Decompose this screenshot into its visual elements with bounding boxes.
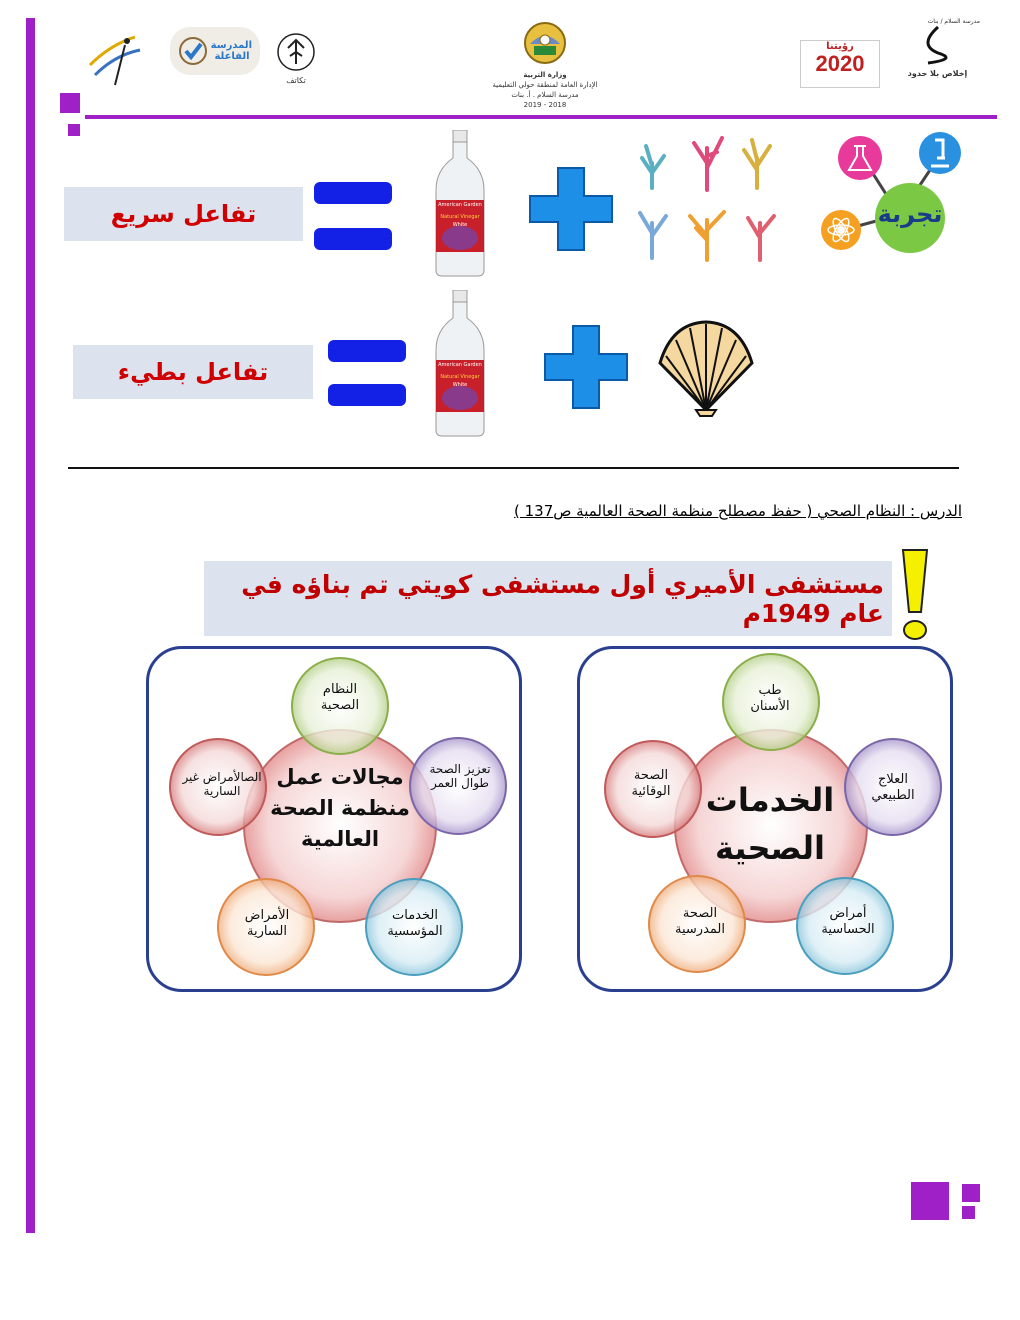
ministry-name: وزارة التربية (523, 71, 567, 79)
corner-square-large (60, 93, 80, 113)
who-bottom-right-label: الخدمات المؤسسية (387, 908, 443, 939)
who-right-label: تعزيز الصحة طوال العمر (429, 762, 491, 790)
experiment-word: تجربة (877, 200, 943, 228)
vinegar-bottle-1 (432, 130, 488, 278)
vinegar-brand-2: American Garden (438, 362, 482, 368)
directorate-name: الإدارة العامة لمنطقة حولي التعليمية (492, 81, 598, 89)
slow-reaction-box (73, 345, 313, 399)
lesson-title: الدرس : النظام الصحي ( حفظ مصطلح منظمة الصحة العالمية ص137 ) (513, 502, 962, 520)
left-frame-bar (26, 18, 35, 1233)
kuwait-emblem (522, 20, 568, 66)
who-left-label: الصالأمراض غير السارية (182, 770, 262, 798)
fast-reaction-box (64, 187, 303, 241)
school-name: مدرسة السلام . أ. بنات (511, 91, 579, 99)
plus-icon-1 (528, 166, 614, 252)
swoosh-logo (85, 25, 150, 90)
who-center-label: مجالات عمل منظمة الصحة العالمية (270, 765, 410, 851)
checkmark-icon (178, 36, 208, 66)
services-top-label: طب الأسنان (750, 683, 790, 714)
vinegar-name-1: Natural Vinegar (440, 214, 480, 220)
vision-2020-logo: رؤيتنا 2020 (800, 40, 880, 88)
vision-year: 2020 (815, 51, 865, 76)
fact-box (204, 561, 892, 636)
experiment-icon (815, 130, 965, 260)
vinegar-type-2: White (452, 382, 468, 388)
services-bottom-left-label: الصحة المدرسية (675, 906, 725, 937)
vinegar-type-1: White (452, 222, 468, 228)
slow-reaction-label: تفاعل بطيء (117, 358, 269, 386)
header-divider-bar (85, 115, 997, 119)
exclamation-icon (897, 546, 933, 642)
vinegar-name-2: Natural Vinegar (440, 374, 480, 380)
equals-icon-2-bottom (328, 384, 406, 406)
vinegar-bottle-2 (432, 290, 488, 438)
services-left-label: الصحة الوقائية (631, 768, 671, 799)
seashell-image (652, 318, 760, 418)
equals-icon-1-bottom (314, 228, 392, 250)
takaf-logo: تكاتف (275, 32, 317, 87)
footer-square-small-2 (962, 1206, 975, 1219)
who-top-label: النظام الصحية (320, 682, 360, 713)
who-bottom-left-label: الأمراض السارية (244, 908, 290, 939)
section-divider (68, 467, 959, 469)
footer-square-small-1 (962, 1184, 980, 1202)
salam-school-logo: مدرسة السلام / بنات إخلاص بلا حدود (907, 18, 980, 78)
plus-icon-2 (543, 324, 629, 410)
header-ministry-block (470, 70, 620, 110)
corals-image (632, 128, 780, 268)
equals-icon-1-top (314, 182, 392, 204)
fast-reaction-label: تفاعل سريع (110, 200, 257, 228)
corner-square-small (68, 124, 80, 136)
vinegar-brand-1: American Garden (438, 202, 482, 208)
services-bottom-right-label: أمراض الحساسية (821, 906, 875, 937)
fact-text: مستشفى الأميري أول مستشفى كويتي تم بناؤه في عام 1949م (241, 569, 884, 628)
services-right-label: العلاج الطبيعي (871, 772, 915, 803)
footer-square-large (911, 1182, 949, 1220)
school-year: 2018 - 2019 (523, 101, 567, 109)
effective-school-logo: المدرسة الفاعلة (170, 27, 260, 75)
equals-icon-2-top (328, 340, 406, 362)
services-center-label: الخدمات الصحية (705, 781, 835, 867)
